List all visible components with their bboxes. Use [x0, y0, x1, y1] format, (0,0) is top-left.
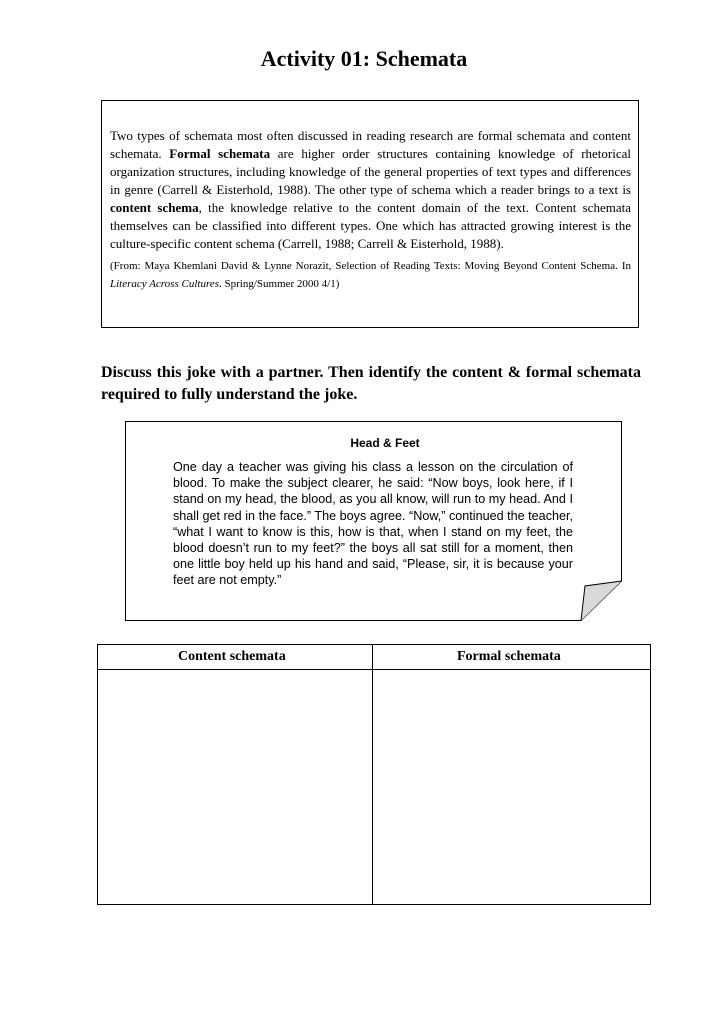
formal-schemata-answer-cell[interactable]: [373, 670, 651, 905]
joke-title: Head & Feet: [350, 436, 420, 450]
source-journal: Literacy Across Cultures: [110, 278, 219, 290]
joke-card: [125, 421, 622, 621]
content-schemata-answer-cell[interactable]: [98, 670, 373, 905]
formal-schemata-header: Formal schemata: [373, 645, 651, 670]
page-title: Activity 01: Schemata: [260, 46, 468, 71]
task-instructions: Discuss this joke with a partner. Then identify the content & formal schemata required to fully understand the joke.: [101, 364, 641, 403]
content-schemata-header: Content schemata: [98, 645, 373, 670]
formal-schemata-term: Formal schemata: [169, 146, 271, 161]
joke-text: One day a teacher was giving his class a lesson on the circulation of blood. To make the subject clearer, he said: “Now boys, look here, if I stand on my head, the blood, as you all know, will run to my head. And I shall get red in the face.” The boys agree. “Now,” continued the teacher, “what I want to know is this, how is that, when I stand on my feet, the blood doesn’t run to my feet?” the boys all sat still for a moment, then one little boy held up his hand and said, “Please, sir, it is because your feet are not empty.”: [173, 460, 573, 588]
info-text-part3: , the knowledge relative to the content domain of the text. Content schemata themselves can be classified into different types. One which has attracted growing interest is the culture-specific content schema (Carrell, 1988; Carrell & Eisterhold, 1988).: [110, 200, 631, 251]
info-text-part2: are higher order structures containing knowledge of rhetorical organization structures, including knowledge of the general properties of text types and differences in genre (Carrell & Eisterhold, 1988). The other type of schema which a reader brings to a text is: [110, 146, 632, 197]
source-pre: (From: Maya Khemlani David & Lynne Norazit, Selection of Reading Texts: Moving Beyond Content Schema. In: [110, 260, 631, 272]
source-post: . Spring/Summer 2000 4/1): [218, 278, 340, 290]
info-text-part1: Two types of schemata most often discussed in reading research are formal schemata and content schemata.: [110, 128, 631, 161]
schemata-table: [97, 644, 651, 905]
source-citation: [110, 257, 631, 293]
content-schema-term: content schema: [110, 200, 199, 215]
info-paragraph: [110, 127, 631, 253]
reading-schemata-info-box: [101, 100, 639, 328]
